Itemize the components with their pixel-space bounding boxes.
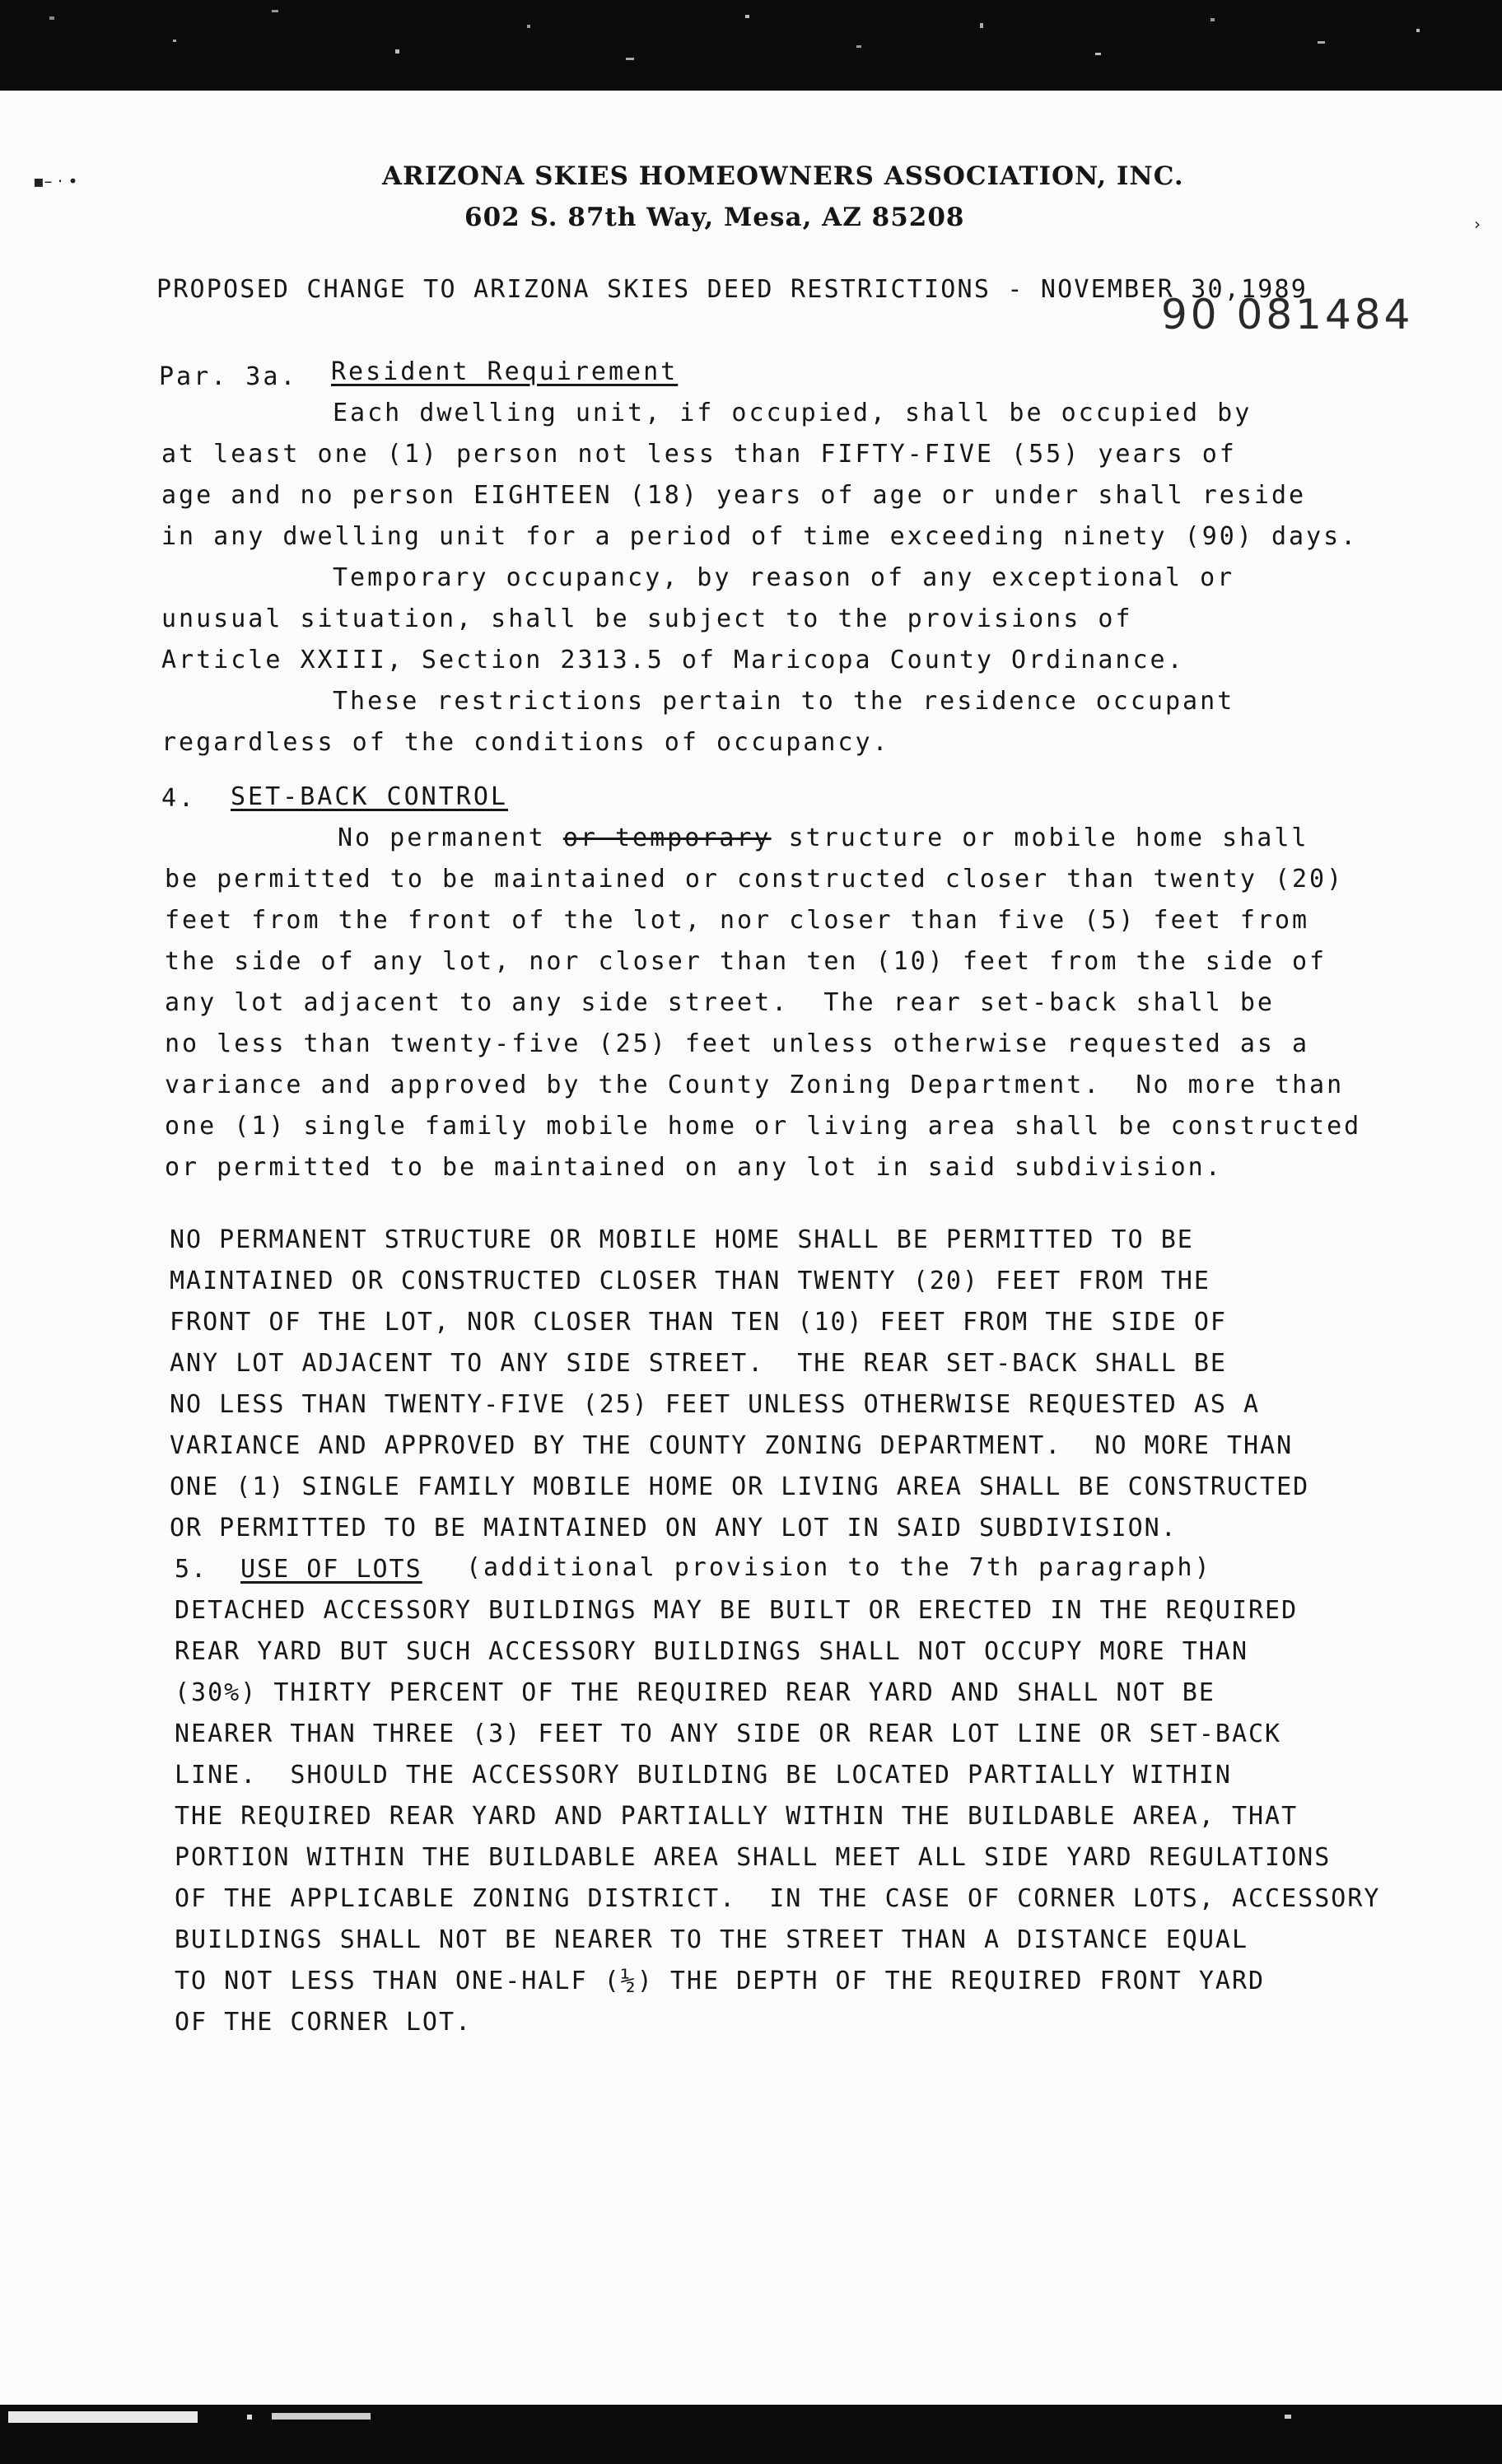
sec4-text: structure or mobile home shall bbox=[771, 824, 1309, 852]
sec5-line: PORTION WITHIN THE BUILDABLE AREA SHALL MEET ALL SIDE YARD REGULATIONS bbox=[175, 1843, 1332, 1872]
sec4-revised-line: ONE (1) SINGLE FAMILY MOBILE HOME OR LIVING AREA SHALL BE CONSTRUCTED bbox=[170, 1472, 1310, 1501]
sec4-heading: SET-BACK CONTROL bbox=[231, 782, 508, 811]
scan-border-top bbox=[0, 0, 1502, 105]
sec5-line: DETACHED ACCESSORY BUILDINGS MAY BE BUILT OR ERECTED IN THE REQUIRED bbox=[175, 1596, 1299, 1625]
sec5-line: LINE. SHOULD THE ACCESSORY BUILDING BE LOCATED PARTIALLY WITHIN bbox=[175, 1761, 1232, 1790]
sec4-revised-line: OR PERMITTED TO BE MAINTAINED ON ANY LOT IN SAID SUBDIVISION. bbox=[170, 1514, 1178, 1542]
sec4-revised-line: VARIANCE AND APPROVED BY THE COUNTY ZONING DEPARTMENT. NO MORE THAN bbox=[170, 1431, 1294, 1460]
sec5-line: OF THE CORNER LOT. bbox=[175, 2008, 473, 2037]
sec4-revised-line: MAINTAINED OR CONSTRUCTED CLOSER THAN TWENTY (20) FEET FROM THE bbox=[170, 1267, 1210, 1295]
par3a-line: These restrictions pertain to the residence occupant bbox=[333, 687, 1235, 716]
sec4-line: any lot adjacent to any side street. The rear set-back shall be bbox=[165, 988, 1275, 1017]
sec4-line: variance and approved by the County Zoning Department. No more than bbox=[165, 1071, 1345, 1099]
par3a-line: Temporary occupancy, by reason of any exceptional or bbox=[333, 563, 1235, 592]
sec4-line: feet from the front of the lot, nor closer than five (5) feet from bbox=[165, 906, 1310, 935]
margin-mark: › bbox=[1474, 214, 1481, 234]
par3a-line: regardless of the conditions of occupancy. bbox=[161, 728, 890, 757]
sec5-line: THE REQUIRED REAR YARD AND PARTIALLY WITHIN THE BUILDABLE AREA, THAT bbox=[175, 1802, 1299, 1831]
sec5-number: 5. bbox=[175, 1555, 208, 1584]
scan-noise bbox=[0, 0, 1502, 105]
recording-stamp-number: 90 081484 bbox=[1161, 291, 1414, 338]
par3a-label: Par. 3a. bbox=[159, 362, 298, 391]
sec5-line: TO NOT LESS THAN ONE-HALF (½) THE DEPTH OF THE REQUIRED FRONT YARD bbox=[175, 1967, 1266, 1995]
sec4-line: one (1) single family mobile home or living area shall be constructed bbox=[165, 1112, 1362, 1141]
par3a-line: at least one (1) person not less than FIFTY-FIVE (55) years of bbox=[161, 440, 1237, 469]
sec4-line: or permitted to be maintained on any lot in said subdivision. bbox=[165, 1153, 1223, 1182]
document-title: PROPOSED CHANGE TO ARIZONA SKIES DEED RESTRICTIONS - NOVEMBER 30,1989 bbox=[156, 275, 1308, 304]
sec4-revised-line: NO PERMANENT STRUCTURE OR MOBILE HOME SHALL BE PERMITTED TO BE bbox=[170, 1225, 1194, 1254]
sec4-struck-text: or temporary bbox=[562, 824, 772, 852]
sec5-line: REAR YARD BUT SUCH ACCESSORY BUILDINGS SHALL NOT OCCUPY MORE THAN bbox=[175, 1637, 1248, 1666]
sec4-line: no less than twenty-five (25) feet unless otherwise requested as a bbox=[165, 1029, 1310, 1058]
par3a-line: Article XXIII, Section 2313.5 of Maricopa County Ordinance. bbox=[161, 646, 1185, 674]
sec5-line: NEARER THAN THREE (3) FEET TO ANY SIDE OR REAR LOT LINE OR SET-BACK bbox=[175, 1720, 1282, 1748]
margin-mark: ▪– · • bbox=[33, 171, 78, 191]
sec4-first-line bbox=[338, 824, 1308, 853]
org-name: ARIZONA SKIES HOMEOWNERS ASSOCIATION, INC. bbox=[382, 161, 1184, 191]
sec4-revised-line: ANY LOT ADJACENT TO ANY SIDE STREET. THE REAR SET-BACK SHALL BE bbox=[170, 1349, 1227, 1378]
par3a-line: in any dwelling unit for a period of time exceeding ninety (90) days. bbox=[161, 522, 1359, 551]
par3a-line: age and no person EIGHTEEN (18) years of age or under shall reside bbox=[161, 481, 1307, 510]
sec5-line: OF THE APPLICABLE ZONING DISTRICT. IN THE CASE OF CORNER LOTS, ACCESSORY bbox=[175, 1884, 1381, 1913]
sec4-number: 4. bbox=[161, 784, 197, 813]
scan-noise-bottom bbox=[0, 2405, 1502, 2464]
sec4-line: be permitted to be maintained or constructed closer than twenty (20) bbox=[165, 865, 1345, 894]
scan-border-bottom bbox=[0, 2405, 1502, 2464]
sec4-revised-line: FRONT OF THE LOT, NOR CLOSER THAN TEN (10) FEET FROM THE SIDE OF bbox=[170, 1308, 1227, 1337]
sec5-line: (30%) THIRTY PERCENT OF THE REQUIRED REAR YARD AND SHALL NOT BE bbox=[175, 1678, 1215, 1707]
sec5-line: BUILDINGS SHALL NOT BE NEARER TO THE STREET THAN A DISTANCE EQUAL bbox=[175, 1925, 1248, 1954]
sec5-heading-note: (additional provision to the 7th paragraph) bbox=[466, 1553, 1212, 1582]
par3a-line: Each dwelling unit, if occupied, shall be occupied by bbox=[333, 399, 1252, 427]
sec4-revised-line: NO LESS THAN TWENTY-FIVE (25) FEET UNLESS OTHERWISE REQUESTED AS A bbox=[170, 1390, 1261, 1419]
sec5-heading: USE OF LOTS bbox=[240, 1555, 422, 1584]
sec4-text: No permanent bbox=[338, 824, 563, 852]
sec4-line: the side of any lot, nor closer than ten (10) feet from the side of bbox=[165, 947, 1327, 976]
org-address: 602 S. 87th Way, Mesa, AZ 85208 bbox=[464, 203, 965, 232]
par3a-heading: Resident Requirement bbox=[331, 357, 679, 386]
par3a-line: unusual situation, shall be subject to the provisions of bbox=[161, 604, 1133, 633]
